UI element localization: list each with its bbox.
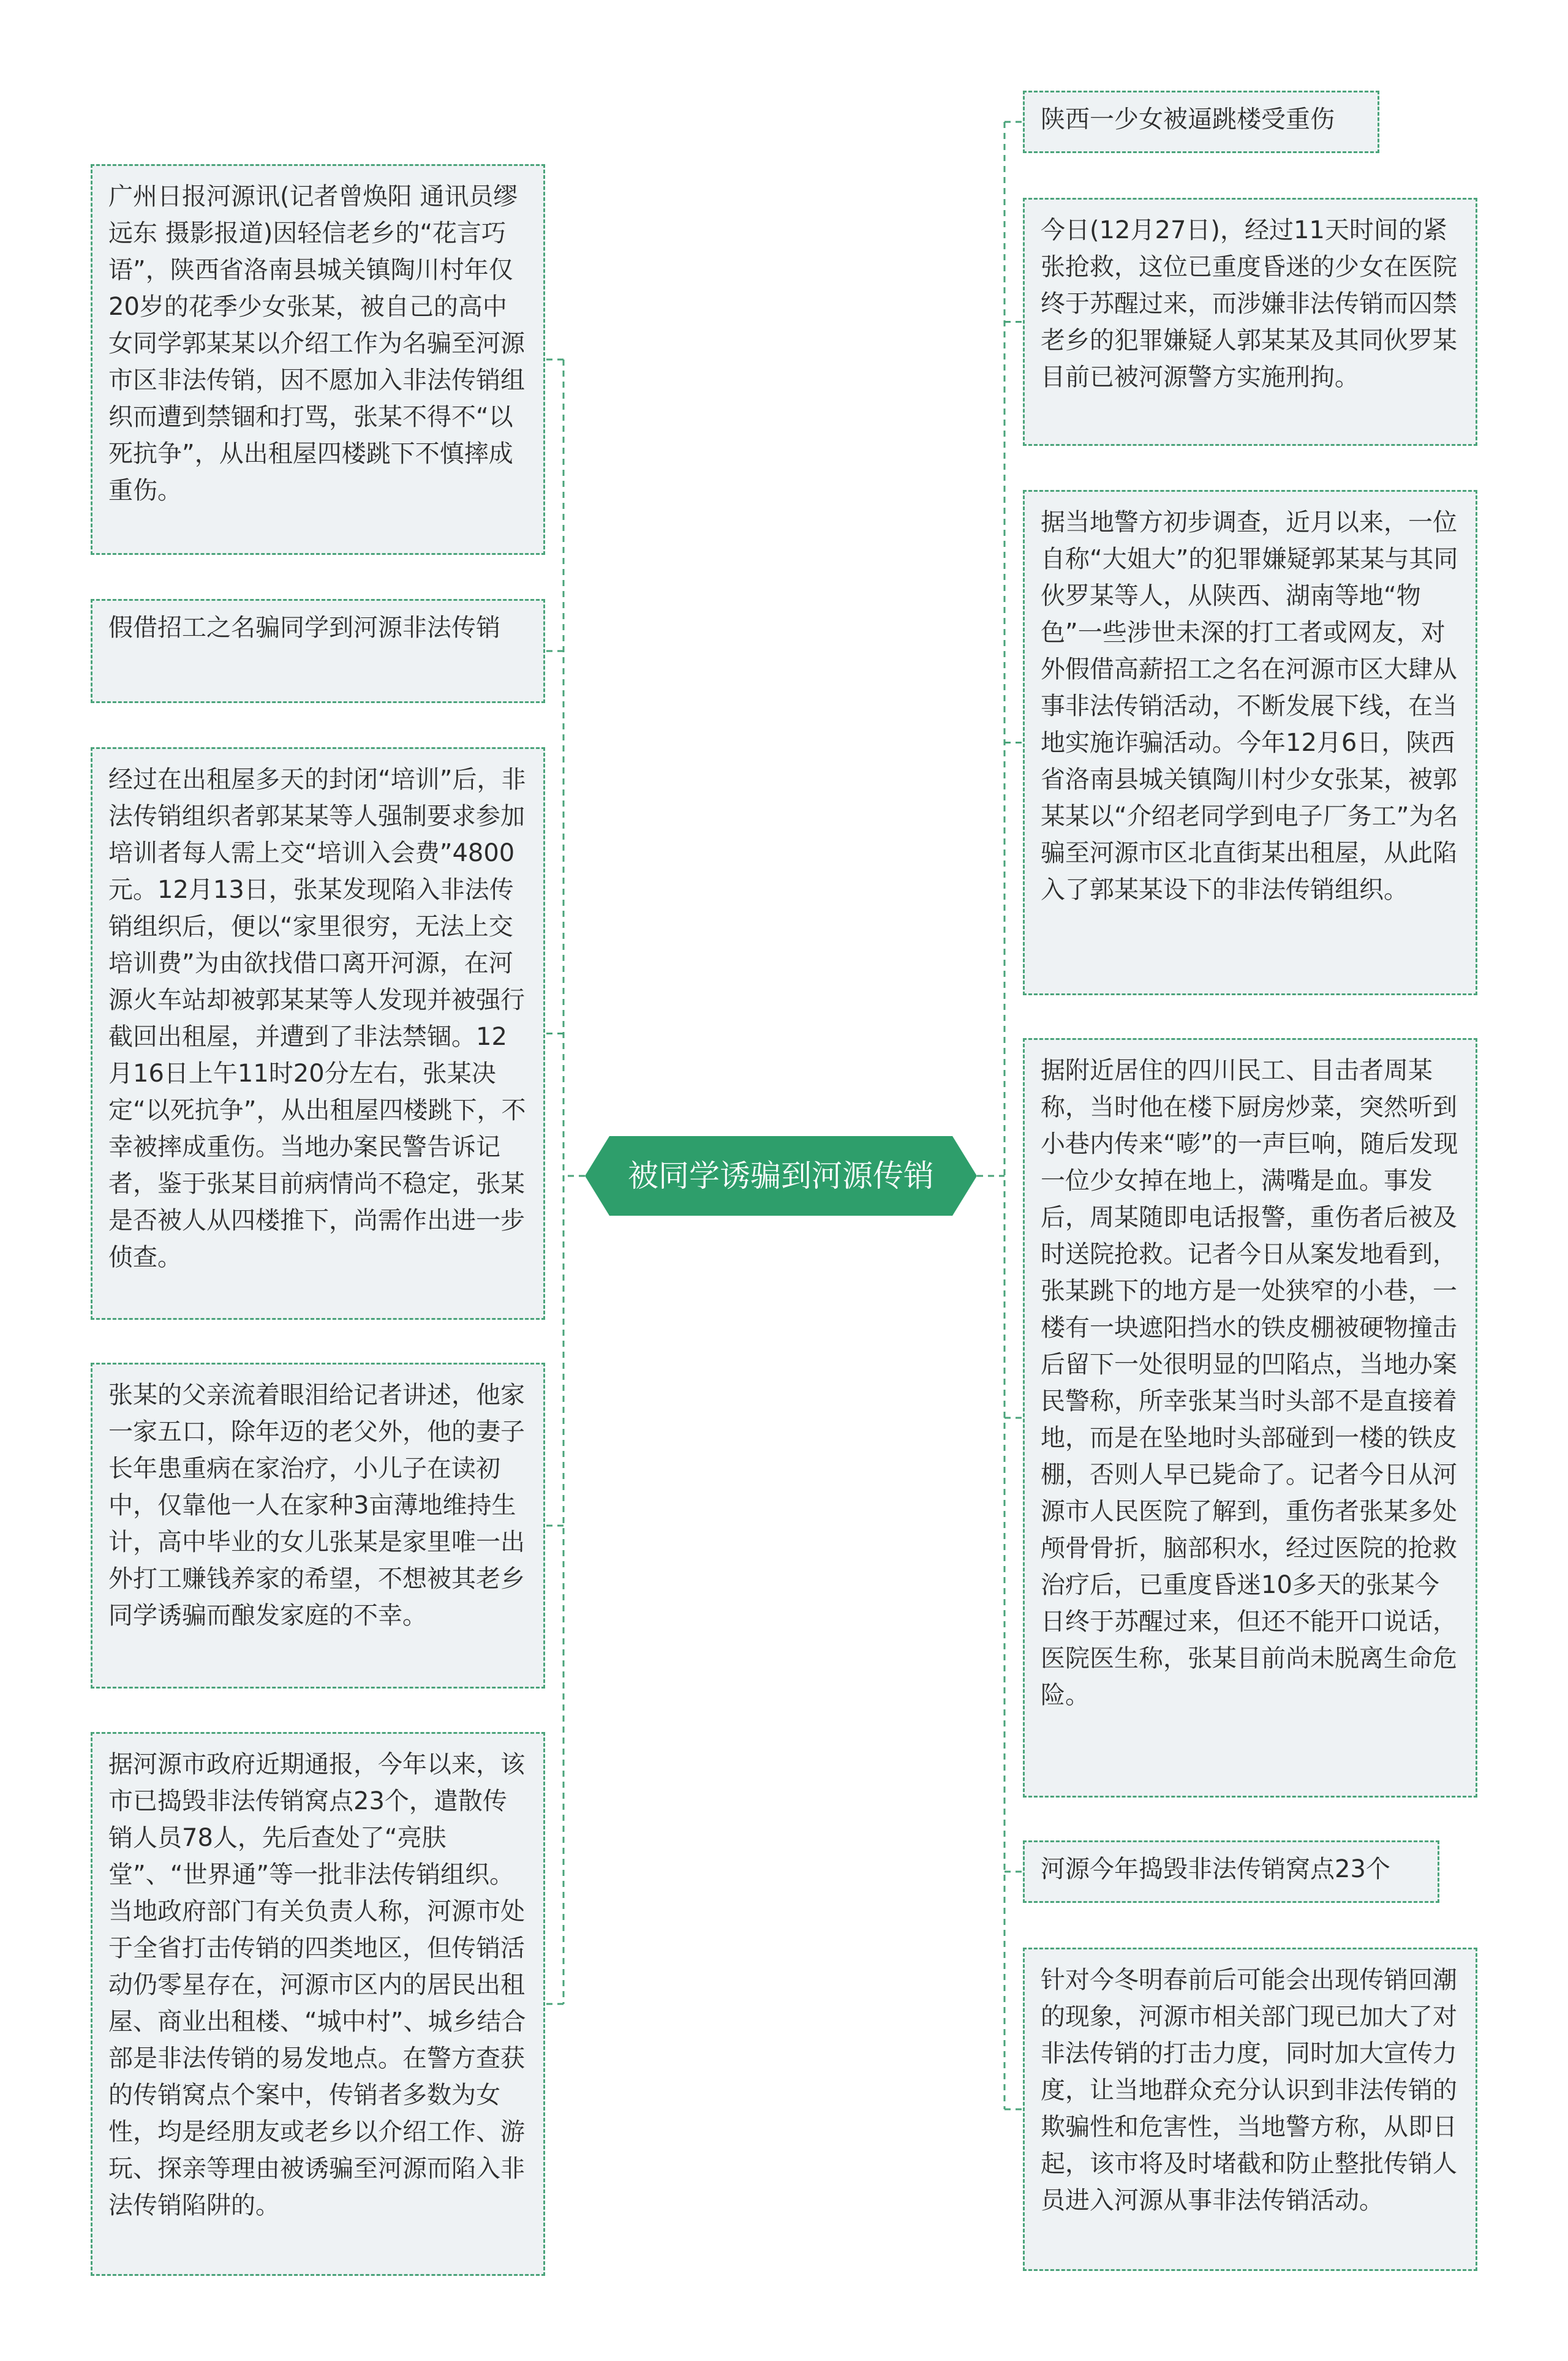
central-topic-label: 被同学诱骗到河源传销	[628, 1158, 934, 1194]
left-topic-1[interactable]: 广州日报河源讯(记者曾焕阳 通讯员缪远东 摄影报道)因轻信老乡的“花言巧语”，陕西省洛南县城关镇陶川村年仅20岁的花季少女张某，被自己的高中女同学郭某某以介绍工作为名骗至河源市区非法传销，因不愿加入非法传销组织而遭到禁锢和打骂，张某不得不“以死抗争”，从出租屋四楼跳下不慎摔成重伤。	[91, 164, 545, 555]
left-topic-3[interactable]: 经过在出租屋多天的封闭“培训”后，非法传销组织者郭某某等人强制要求参加培训者每人需上交“培训入会费”4800元。12月13日，张某发现陷入非法传销组织后，便以“家里很穷，无法上交培训费”为由欲找借口离开河源，在河源火车站却被郭某某等人发现并被强行截回出租屋，并遭到了非法禁锢。12月16日上午11时20分左右，张某决定“以死抗争”，从出租屋四楼跳下，不幸被摔成重伤。当地办案民警告诉记者，鉴于张某目前病情尚不稳定，张某是否被人从四楼推下，尚需作出进一步侦查。	[91, 747, 545, 1320]
left-topic-2[interactable]: 假借招工之名骗同学到河源非法传销	[91, 599, 545, 703]
right-topic-6[interactable]: 针对今冬明春前后可能会出现传销回潮的现象，河源市相关部门现已加大了对非法传销的打击力度，同时加大宣传力度，让当地群众充分认识到非法传销的欺骗性和危害性，当地警方称，从即日起，该市将及时堵截和防止整批传销人员进入河源从事非法传销活动。	[1023, 1948, 1477, 2271]
right-topic-3[interactable]: 据当地警方初步调查，近月以来，一位自称“大姐大”的犯罪嫌疑郭某某与其同伙罗某等人，从陕西、湖南等地“物色”一些涉世未深的打工者或网友，对外假借高薪招工之名在河源市区大肆从事非法传销活动，不断发展下线，在当地实施诈骗活动。今年12月6日，陕西省洛南县城关镇陶川村少女张某，被郭某某以“介绍老同学到电子厂务工”为名骗至河源市区北直街某出租屋，从此陷入了郭某某设下的非法传销组织。	[1023, 490, 1477, 995]
right-topic-1[interactable]: 陕西一少女被逼跳楼受重伤	[1023, 91, 1379, 153]
left-topic-5[interactable]: 据河源市政府近期通报，今年以来，该市已捣毁非法传销窝点23个，遣散传销人员78人，先后查处了“亮肤堂”、“世界通”等一批非法传销组织。当地政府部门有关负责人称，河源市处于全省打击传销的四类地区，但传销活动仍零星存在，河源市区内的居民出租屋、商业出租楼、“城中村”、城乡结合部是非法传销的易发地点。在警方查获的传销窝点个案中，传销者多数为女性，均是经朋友或老乡以介绍工作、游玩、探亲等理由被诱骗至河源而陷入非法传销陷阱的。	[91, 1732, 545, 2276]
central-topic[interactable]	[585, 1136, 977, 1216]
left-topic-4[interactable]: 张某的父亲流着眼泪给记者讲述，他家一家五口，除年迈的老父外，他的妻子长年患重病在家治疗，小儿子在读初中，仅靠他一人在家种3亩薄地维持生计，高中毕业的女儿张某是家里唯一出外打工赚钱养家的希望，不想被其老乡同学诱骗而酿发家庭的不幸。	[91, 1363, 545, 1689]
right-topic-5[interactable]: 河源今年捣毁非法传销窝点23个	[1023, 1840, 1439, 1903]
right-topic-2[interactable]: 今日(12月27日)，经过11天时间的紧张抢救，这位已重度昏迷的少女在医院终于苏醒过来，而涉嫌非法传销而囚禁老乡的犯罪嫌疑人郭某某及其同伙罗某目前已被河源警方实施刑拘。	[1023, 198, 1477, 446]
right-topic-4[interactable]: 据附近居住的四川民工、目击者周某称，当时他在楼下厨房炒菜，突然听到小巷内传来“嘭”的一声巨响，随后发现一位少女掉在地上，满嘴是血。事发后，周某随即电话报警，重伤者后被及时送院抢救。记者今日从案发地看到，张某跳下的地方是一处狭窄的小巷，一楼有一块遮阳挡水的铁皮棚被硬物撞击后留下一处很明显的凹陷点，当地办案民警称，所幸张某当时头部不是直接着地，而是在坠地时头部碰到一楼的铁皮棚，否则人早已毙命了。记者今日从河源市人民医院了解到，重伤者张某多处颅骨骨折，脑部积水，经过医院的抢救治疗后，已重度昏迷10多天的张某今日终于苏醒过来，但还不能开口说话，医院医生称，张某目前尚未脱离生命危险。	[1023, 1038, 1477, 1798]
